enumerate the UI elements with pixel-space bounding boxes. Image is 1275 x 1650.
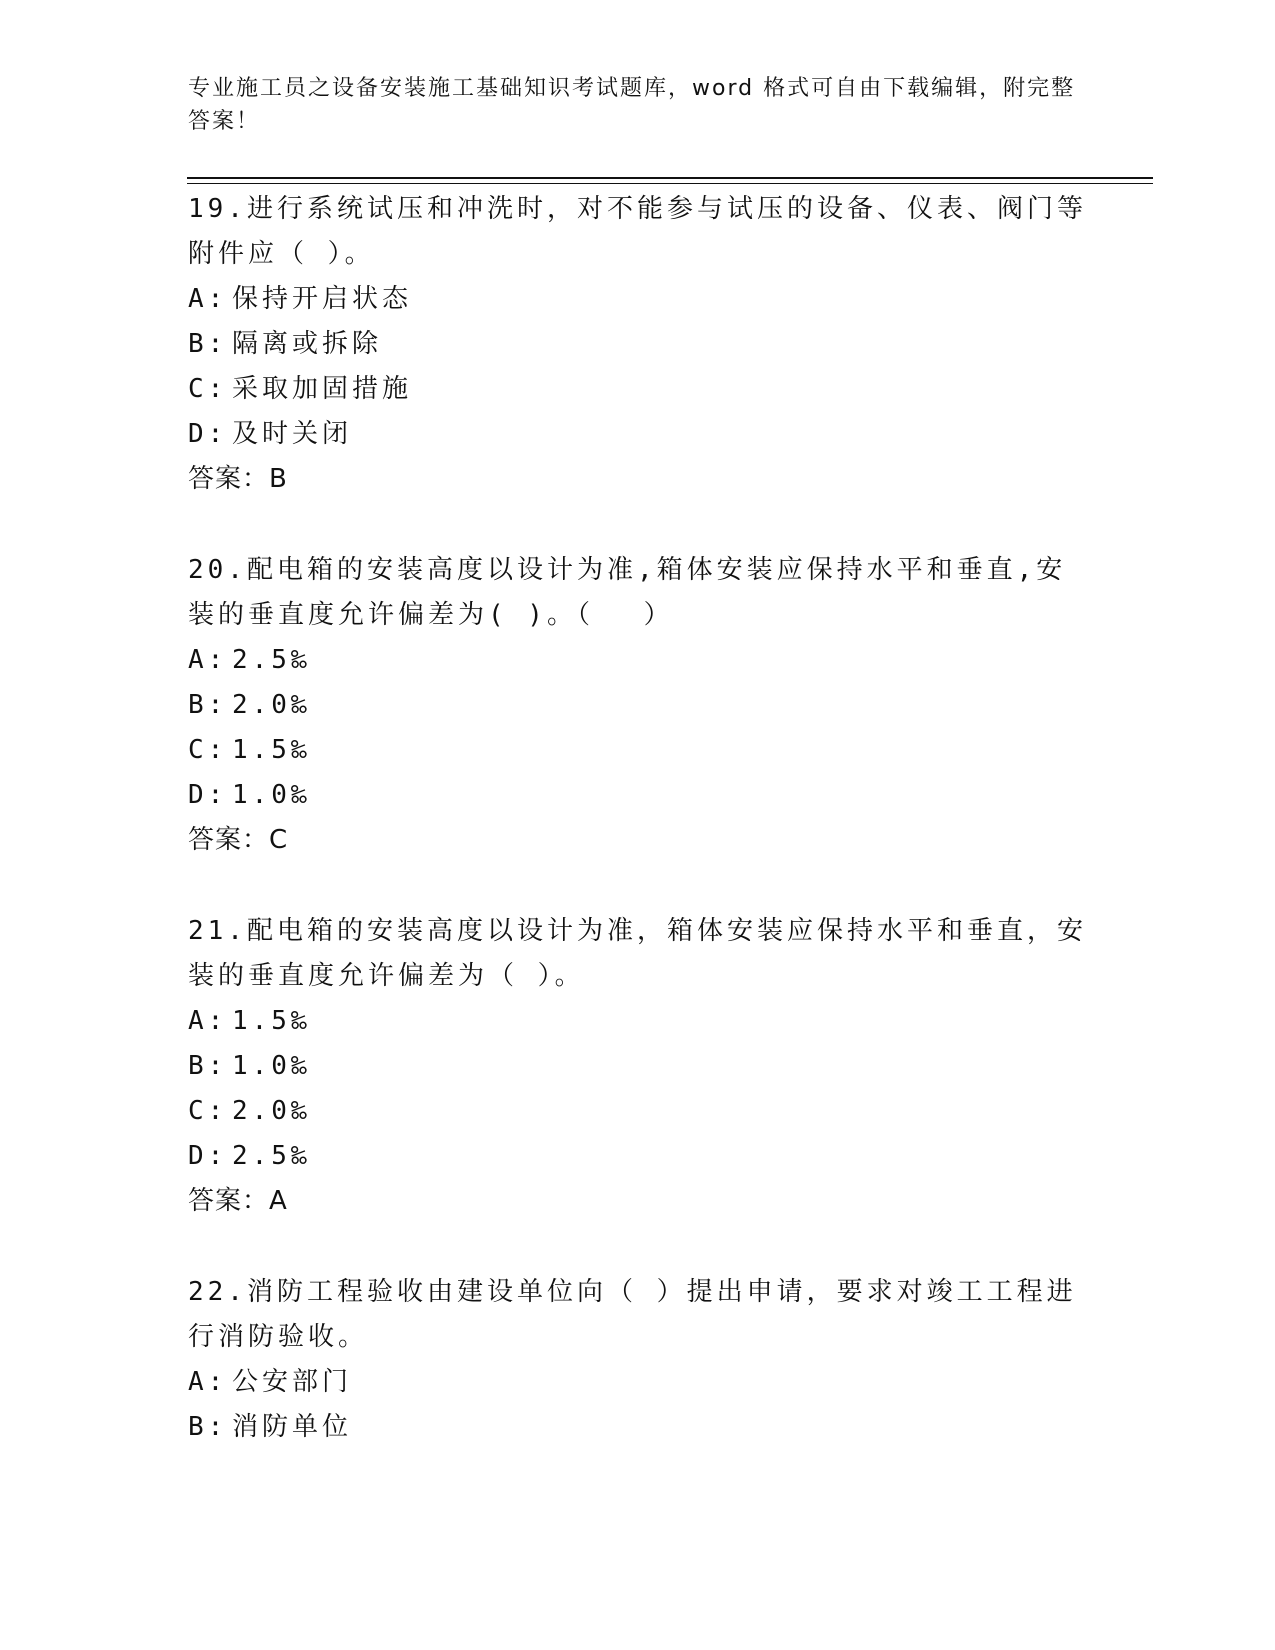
option-key: C: (188, 374, 228, 404)
option-key: A: (188, 1006, 228, 1036)
question-stem: 21.配电箱的安装高度以设计为准，箱体安装应保持水平和垂直，安装的垂直度允许偏差为（ ）。 (188, 916, 1087, 991)
question-stem: 19.进行系统试压和冲洗时，对不能参与试压的设备、仪表、阀门等附件应（ ）。 (188, 194, 1087, 269)
option-key: A: (188, 1367, 228, 1397)
option-text: 1.5‰ (232, 735, 311, 765)
option-d (188, 412, 1088, 457)
question-19 (188, 187, 1088, 502)
option-a (188, 999, 1088, 1044)
answer-label: 答案： (188, 1186, 270, 1216)
option-text: 1.0‰ (232, 1051, 311, 1081)
option-text: 隔离或拆除 (232, 329, 383, 359)
header-divider-thick (187, 177, 1153, 179)
answer-line (188, 818, 1088, 863)
option-c (188, 1089, 1088, 1134)
option-key: D: (188, 1141, 228, 1171)
option-text: 保持开启状态 (232, 284, 413, 314)
question-list (188, 187, 1088, 1496)
option-text: 2.0‰ (232, 1096, 311, 1126)
option-b (188, 1405, 1088, 1450)
answer-line (188, 1179, 1088, 1224)
option-a (188, 277, 1088, 322)
option-b (188, 683, 1088, 728)
question-21 (188, 909, 1088, 1224)
option-text: 2.5‰ (232, 1141, 311, 1171)
document-header: 专业施工员之设备安装施工基础知识考试题库，word 格式可自由下载编辑，附完整答案！ (188, 76, 1076, 134)
option-text: 2.5‰ (232, 645, 311, 675)
option-text: 采取加固措施 (232, 374, 413, 404)
answer-value: C (269, 825, 289, 855)
option-key: B: (188, 1412, 228, 1442)
option-key: B: (188, 1051, 228, 1081)
option-text: 2.0‰ (232, 690, 311, 720)
question-22 (188, 1270, 1088, 1450)
question-stem: 22.消防工程验收由建设单位向（ ）提出申请，要求对竣工工程进行消防验收。 (188, 1277, 1077, 1352)
answer-line (188, 457, 1088, 502)
option-key: B: (188, 329, 228, 359)
option-d (188, 1134, 1088, 1179)
option-b (188, 322, 1088, 367)
option-key: C: (188, 735, 228, 765)
option-key: D: (188, 780, 228, 810)
answer-value: A (269, 1186, 288, 1216)
question-stem: 20.配电箱的安装高度以设计为准,箱体安装应保持水平和垂直,安装的垂直度允许偏差为( )。（ ） (188, 555, 1067, 630)
answer-value: B (269, 464, 288, 494)
option-text: 消防单位 (232, 1412, 353, 1442)
option-text: 1.5‰ (232, 1006, 311, 1036)
option-key: B: (188, 690, 228, 720)
option-a (188, 1360, 1088, 1405)
header-divider-thin (187, 183, 1153, 184)
question-20 (188, 548, 1088, 863)
option-text: 公安部门 (232, 1367, 353, 1397)
option-d (188, 773, 1088, 818)
option-text: 及时关闭 (232, 419, 353, 449)
option-key: A: (188, 645, 228, 675)
option-key: D: (188, 419, 228, 449)
answer-label: 答案： (188, 825, 270, 855)
option-b (188, 1044, 1088, 1089)
option-c (188, 728, 1088, 773)
option-c (188, 367, 1088, 412)
option-key: A: (188, 284, 228, 314)
answer-label: 答案： (188, 464, 270, 494)
option-key: C: (188, 1096, 228, 1126)
option-text: 1.0‰ (232, 780, 311, 810)
option-a (188, 638, 1088, 683)
